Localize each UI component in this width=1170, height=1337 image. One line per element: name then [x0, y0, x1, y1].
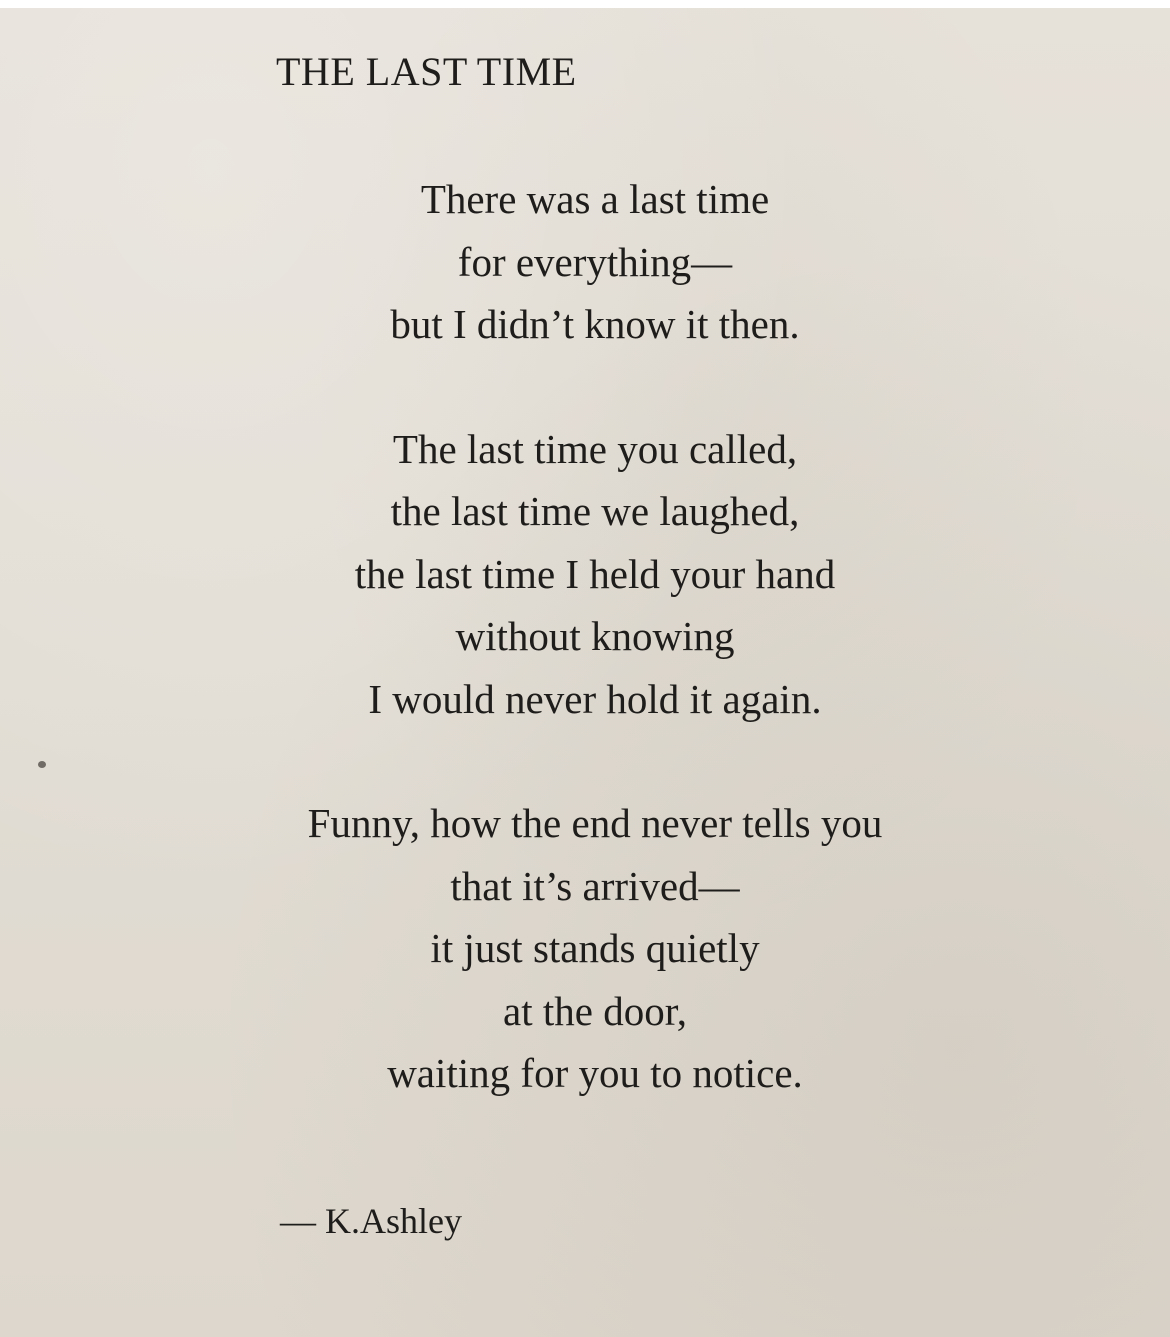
poem-author: — K.Ashley	[280, 1201, 462, 1241]
poem-line: I would never hold it again.	[368, 675, 822, 722]
poem-line: but I didn’t know it then.	[390, 301, 800, 347]
paper-speck	[38, 761, 46, 768]
poem-body	[235, 168, 955, 1167]
poem-line: for everything—	[457, 238, 733, 285]
poem-title: THE LAST TIME	[276, 49, 577, 94]
poem-line: without knowing	[455, 613, 735, 659]
stanza-2	[235, 418, 955, 731]
poem-line: it just stands quietly	[430, 925, 760, 971]
poem-line: There was a last time	[420, 176, 770, 222]
poem-line: that it’s arrived—	[450, 862, 740, 909]
poem-line: The last time you called,	[392, 425, 798, 472]
paper-page	[0, 8, 1170, 1337]
poem-line: waiting for you to notice.	[387, 1050, 803, 1096]
poem-line: Funny, how the end never tells you	[307, 800, 883, 846]
stanza-1	[235, 168, 955, 356]
poem-line: at the door,	[503, 987, 687, 1034]
stanza-3	[235, 792, 955, 1105]
poem-line: the last time I held your hand	[354, 550, 836, 597]
poem-line: the last time we laughed,	[390, 488, 800, 534]
